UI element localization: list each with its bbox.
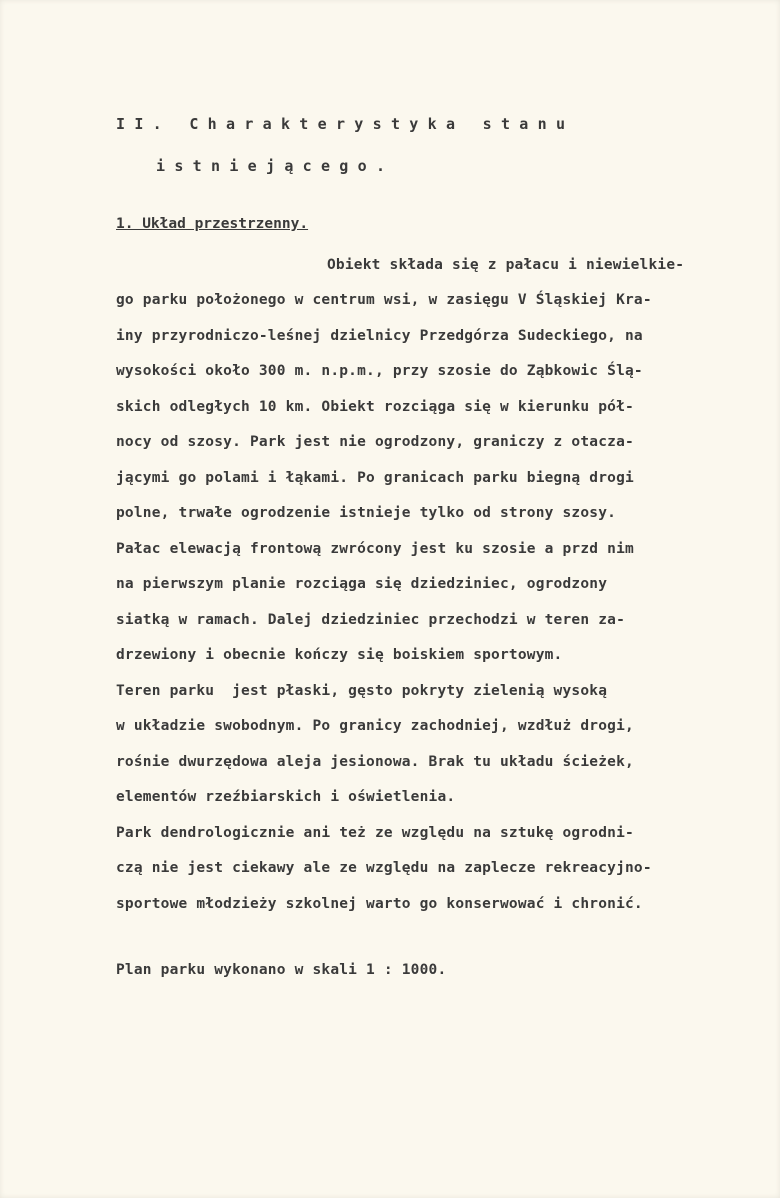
paragraph-line: wysokości około 300 m. n.p.m., przy szosie do Ząbkowic Ślą- xyxy=(116,363,643,379)
paragraph-line: polne, trwałe ogrodzenie istnieje tylko od strony szosy. xyxy=(116,505,617,521)
section-title: 1. Układ przestrzenny. xyxy=(116,216,309,232)
paragraph-line: jącymi go polami i łąkami. Po granicach parku biegną drogi xyxy=(116,470,634,486)
paragraph-line: go parku położonego w centrum wsi, w zasięgu V Śląskiej Kra- xyxy=(116,292,652,308)
chapter-heading-line2: istniejącego. xyxy=(156,157,395,175)
paragraph-line: czą nie jest ciekawy ale ze względu na zaplecze rekreacyjno- xyxy=(116,860,652,876)
paragraph-line: sportowe młodzieży szkolnej warto go konserwować i chronić. xyxy=(116,896,643,912)
paragraph-line: Pałac elewacją frontową zwrócony jest ku szosie a przd nim xyxy=(116,541,634,557)
paragraph-line: Park dendrologicznie ani też ze względu na sztukę ogrodni- xyxy=(116,825,634,841)
paragraph-line: w układzie swobodnym. Po granicy zachodniej, wzdłuż drogi, xyxy=(116,718,634,734)
paragraph-line: na pierwszym planie rozciąga się dziedziniec, ogrodzony xyxy=(116,576,608,592)
chapter-heading-line1: II. Charakterystyka stanu xyxy=(116,115,575,133)
paragraph-line: drzewiony i obecnie kończy się boiskiem sportowym. xyxy=(116,647,563,663)
paragraph-line: iny przyrodniczo-leśnej dzielnicy Przedgórza Sudeckiego, na xyxy=(116,328,643,344)
paragraph-line: siatką w ramach. Dalej dziedziniec przechodzi w teren za- xyxy=(116,612,625,628)
paragraph-line: Obiekt składa się z pałacu i niewielkie- xyxy=(327,257,685,273)
paragraph-line: rośnie dwurzędowa aleja jesionowa. Brak tu układu ścieżek, xyxy=(116,754,634,770)
paragraph-line: nocy od szosy. Park jest nie ogrodzony, graniczy z otacza- xyxy=(116,434,634,450)
paragraph-line: Teren parku jest płaski, gęsto pokryty zielenią wysoką xyxy=(116,683,608,699)
paragraph-line: skich odległych 10 km. Obiekt rozciąga się w kierunku pół- xyxy=(116,399,634,415)
paragraph-line: elementów rzeźbiarskich i oświetlenia. xyxy=(116,789,456,805)
footer-note: Plan parku wykonano w skali 1 : 1000. xyxy=(116,962,447,978)
